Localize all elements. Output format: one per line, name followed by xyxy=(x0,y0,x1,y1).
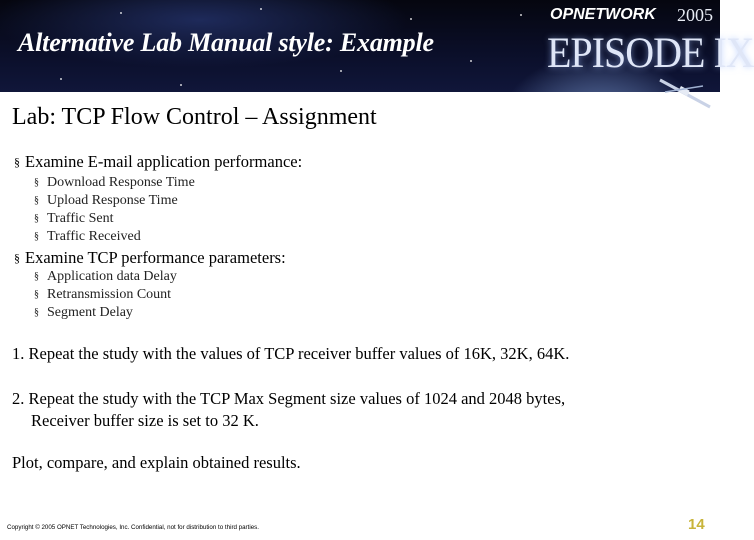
page-number: 14 xyxy=(688,516,705,533)
list-item: § Application data Delay xyxy=(34,269,177,284)
list-item: § Download Response Time xyxy=(34,175,195,190)
bullet-icon: § xyxy=(34,213,39,224)
list-item: § Traffic Sent xyxy=(34,211,114,226)
step-2-text-cont: Receiver buffer size is set to 32 K. xyxy=(31,411,259,430)
list-item: § Segment Delay xyxy=(34,305,133,320)
copyright-footer: Copyright © 2005 OPNET Technologies, Inc. Confidential, not for distribution to third parties. xyxy=(7,524,259,531)
slide-title: Lab: TCP Flow Control – Assignment xyxy=(12,104,377,130)
section-email xyxy=(14,152,302,172)
list-item: § Traffic Received xyxy=(34,229,141,244)
slide-content xyxy=(0,92,720,540)
section-label: Examine E-mail application performance: xyxy=(25,152,303,171)
bullet-icon: § xyxy=(34,195,39,206)
header-banner xyxy=(0,0,754,92)
opnetwork-logo: OPNETWORK xyxy=(550,6,656,23)
step-2-text: 2. Repeat the study with the TCP Max Segment size values of 1024 and 2048 bytes, xyxy=(12,389,566,408)
bullet-icon: § xyxy=(34,231,39,242)
section-label: Examine TCP performance parameters: xyxy=(25,248,286,267)
header-title: Alternative Lab Manual style: Example xyxy=(18,28,434,57)
bullet-icon: § xyxy=(34,177,39,188)
bullet-icon: § xyxy=(34,289,39,300)
bullet-icon: § xyxy=(14,251,20,265)
list-item: § Upload Response Time xyxy=(34,193,178,208)
step-1-text: 1. Repeat the study with the values of TCP receiver buffer values of 16K, 32K, 64K. xyxy=(12,344,570,363)
bullet-icon: § xyxy=(34,271,39,282)
bullet-icon: § xyxy=(34,307,39,318)
episode-logo: EPISODE IX xyxy=(547,28,754,77)
bullet-icon: § xyxy=(14,155,20,169)
section-tcp xyxy=(14,248,286,268)
list-item: § Retransmission Count xyxy=(34,287,172,302)
conclusion-text: Plot, compare, and explain obtained results. xyxy=(12,453,301,472)
logo-year: 2005 xyxy=(677,5,713,25)
